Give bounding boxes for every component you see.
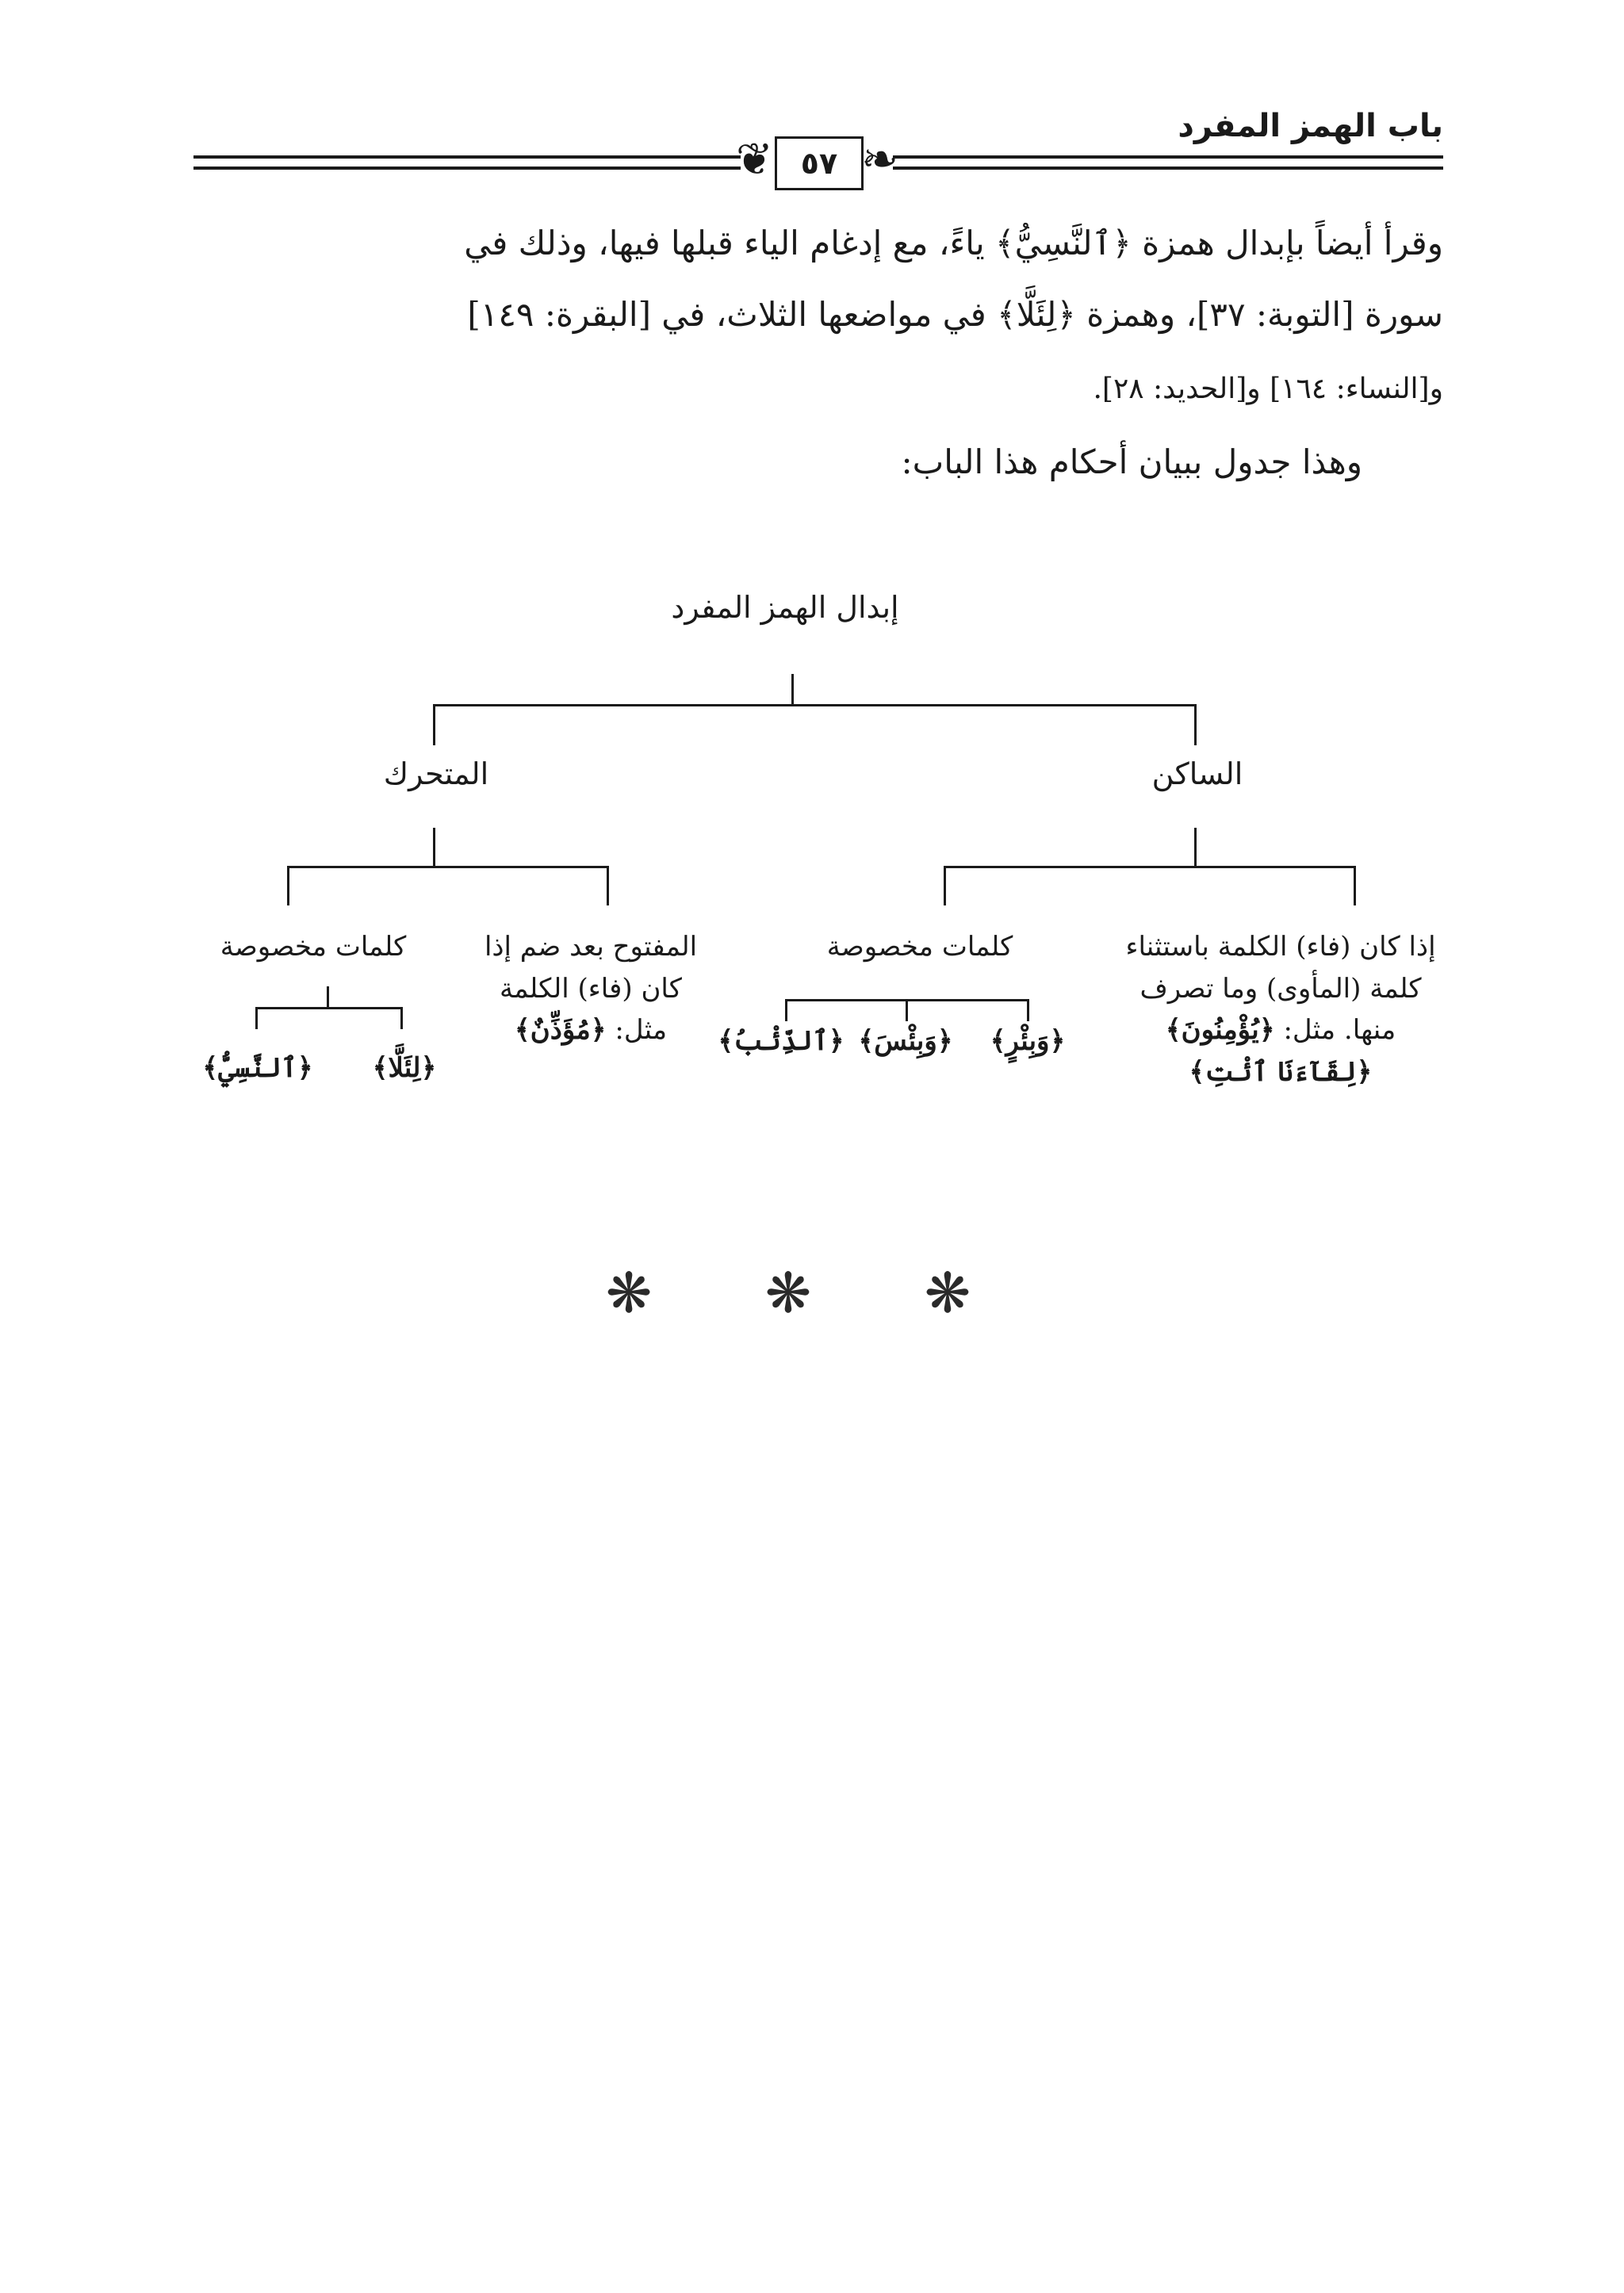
connector-mutaharrik-left-drop (287, 866, 289, 905)
sakin-word-dhib: ﴿ٱلذِّئْبُ﴾ (718, 1025, 845, 1057)
connector-mutaharrik-special-down (327, 986, 329, 1009)
connector-to-mutaharrik (433, 704, 435, 745)
connector-mutaharrik-special-drop-1 (255, 1007, 258, 1029)
mutaharrik-rule-block (460, 926, 722, 1051)
body-line-2: سورة [التوبة: ٣٧]، وهمزة ﴿لِئَلَّا﴾ في مواضعها الثلاث، في [البقرة: ١٤٩] (467, 295, 1443, 334)
mutaharrik-word-lialla: ﴿لِئَلَّا﴾ (372, 1052, 437, 1084)
mutaharrik-word-nasi: ﴿ٱلنَّسِيُّ﴾ (202, 1052, 313, 1084)
sakin-word-bir: ﴿وَبِئْرٍ﴾ (990, 1025, 1066, 1057)
sakin-word-bisa: ﴿وَبِئْسَ﴾ (858, 1025, 953, 1057)
sakin-special-label: كلمات مخصوصة (826, 931, 1013, 963)
connector-sakin-right-drop (1354, 866, 1356, 905)
header-rule-left-bottom (193, 167, 741, 170)
connector-mutaharrik-special-drop-2 (400, 1007, 403, 1029)
sakin-rule-line-3 (1102, 1009, 1459, 1051)
connector-to-sakin (1194, 704, 1197, 745)
branch-sakin-label: الساكن (1151, 756, 1243, 791)
header-rule-right-top (893, 155, 1443, 159)
ornament-left-icon: ❦ (736, 134, 773, 186)
sakin-rule-line-2: كلمة (المأوى) وما تصرف (1139, 972, 1422, 1005)
connector-sakin-special-drop-1 (785, 999, 787, 1021)
branch-mutaharrik-label: المتحرك (383, 756, 489, 791)
sakin-rule-block (1102, 926, 1459, 1093)
connector-sakin-horizontal (944, 866, 1356, 868)
connector-root-down (791, 674, 794, 706)
diagram-root-label: إبدال الهمز المفرد (671, 590, 899, 625)
mutaharrik-rule-line-2: كان (فاء) الكلمة (500, 972, 682, 1005)
body-line-1: وقرأ أيضاً بإبدال همزة ﴿ٱلنَّسِيُّ﴾ ياءً، مع إدغام الياء قبلها فيها، وذلك في (464, 224, 1443, 262)
header-rule-left-top (193, 155, 741, 159)
connector-level1-horizontal (433, 704, 1196, 706)
body-line-4: وهذا جدول ببيان أحكام هذا الباب: (901, 442, 1362, 481)
mutaharrik-rule-line-3 (460, 1009, 722, 1051)
connector-mutaharrik-down (433, 828, 435, 867)
mutaharrik-special-label: كلمات مخصوصة (220, 931, 407, 963)
mutaharrik-example-muadhdhin: ﴿مُؤَذِّنٌ﴾ (514, 1014, 607, 1047)
connector-mutaharrik-right-drop (607, 866, 609, 905)
connector-sakin-special-drop-2 (906, 999, 908, 1021)
connector-mutaharrik-horizontal (287, 866, 609, 868)
connector-sakin-special-drop-3 (1027, 999, 1029, 1021)
section-separator-icon: ❋ ❋ ❋ (605, 1261, 1019, 1326)
sakin-rule-line-1: إذا كان (فاء) الكلمة باستثناء (1125, 931, 1436, 963)
connector-sakin-left-drop (944, 866, 946, 905)
sakin-example-liqaana: ﴿لِقَآءَنَا ٱئْتِ﴾ (1189, 1056, 1373, 1089)
mutaharrik-rule-prefix: مثل: (615, 1014, 668, 1047)
connector-mutaharrik-special-horizontal (255, 1007, 403, 1009)
body-line-3: و[النساء: ١٦٤] و[الحديد: ٢٨]. (1093, 373, 1443, 405)
sakin-rule-prefix: منها. مثل: (1283, 1014, 1396, 1047)
running-title: باب الهمز المفرد (1178, 108, 1443, 144)
connector-sakin-down (1194, 828, 1197, 867)
mutaharrik-rule-line-1: المفتوح بعد ضم إذا (484, 931, 698, 963)
header-rule-right-bottom (893, 167, 1443, 170)
page-number: ٥٧ (775, 136, 864, 190)
sakin-example-yuminun: ﴿يُؤْمِنُونَ﴾ (1165, 1014, 1275, 1047)
ornament-right-icon: ❧ (861, 134, 898, 186)
